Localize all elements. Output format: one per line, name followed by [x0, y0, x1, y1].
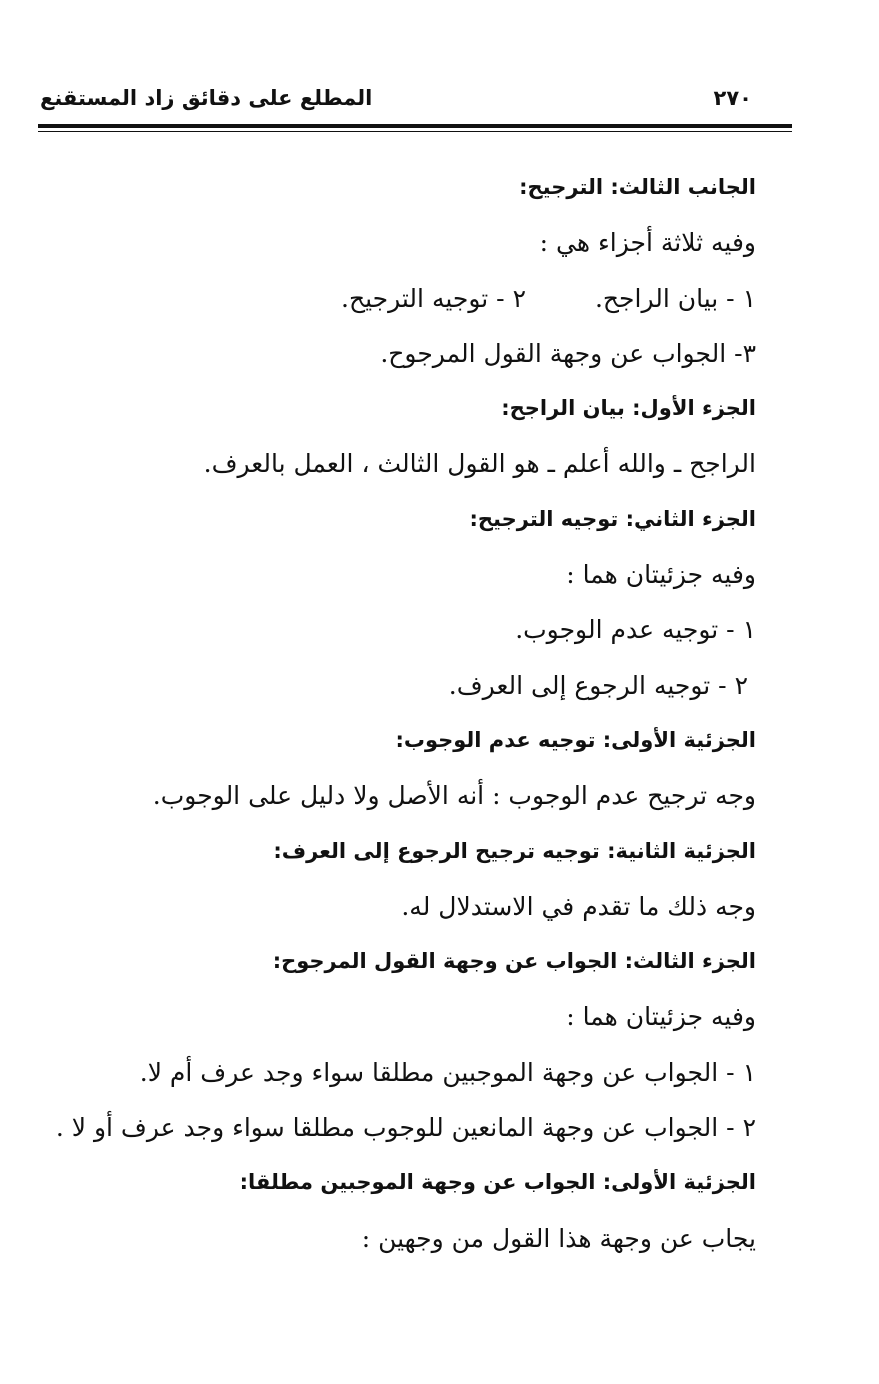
paragraph: الراجح ـ والله أعلم ـ هو القول الثالث ، العمل بالعرف.	[203, 449, 756, 479]
part-heading: الجزء الأول: بيان الراجح:	[501, 396, 756, 421]
header-rule-thin	[38, 131, 792, 132]
list-item: ١ - بيان الراجح.	[594, 283, 756, 313]
list-item: ٢ - الجواب عن وجهة المانعين للوجوب مطلقا سواء وجد عرف أو لا .	[55, 1113, 756, 1143]
page-number: ٢٧٠	[713, 86, 752, 110]
paragraph: وفيه جزئيتان هما :	[566, 560, 756, 590]
items-row	[60, 271, 756, 326]
list-item: ١ - توجيه عدم الوجوب.	[515, 615, 756, 645]
subpart-heading: الجزئية الأولى: توجيه عدم الوجوب:	[395, 727, 756, 752]
list-item: ٢ - توجيه الترجيح.	[341, 283, 526, 313]
section-title: الجانب الثالث: الترجيح:	[519, 175, 756, 199]
list-item: ١ - الجواب عن وجهة الموجبين مطلقا سواء وجد عرف أم لا.	[139, 1057, 756, 1087]
paragraph: يجاب عن وجهة هذا القول من وجهين :	[361, 1223, 756, 1253]
subpart-heading: الجزئية الأولى: الجواب عن وجهة الموجبين مطلقا:	[239, 1170, 756, 1195]
book-title: المطلع على دقائق زاد المستقنع	[40, 86, 373, 110]
subpart-heading: الجزئية الثانية: توجيه ترجيح الرجوع إلى العرف:	[273, 838, 756, 863]
list-item: ٢ - توجيه الرجوع إلى العرف.	[448, 670, 748, 700]
running-header	[40, 86, 790, 118]
paragraph: وجه ذلك ما تقدم في الاستدلال له.	[401, 891, 756, 921]
part-heading: الجزء الثاني: توجيه الترجيح:	[469, 506, 756, 531]
header-rule-thick	[38, 124, 792, 128]
intro-line: وفيه ثلاثة أجزاء هي :	[539, 228, 756, 258]
part-heading: الجزء الثالث: الجواب عن وجهة القول المرجوح:	[272, 949, 756, 974]
page-body	[55, 160, 756, 1266]
list-item: ٣- الجواب عن وجهة القول المرجوح.	[380, 338, 756, 368]
paragraph: وفيه جزئيتان هما :	[566, 1002, 756, 1032]
paragraph: وجه ترجيح عدم الوجوب : أنه الأصل ولا دليل على الوجوب.	[152, 781, 756, 811]
